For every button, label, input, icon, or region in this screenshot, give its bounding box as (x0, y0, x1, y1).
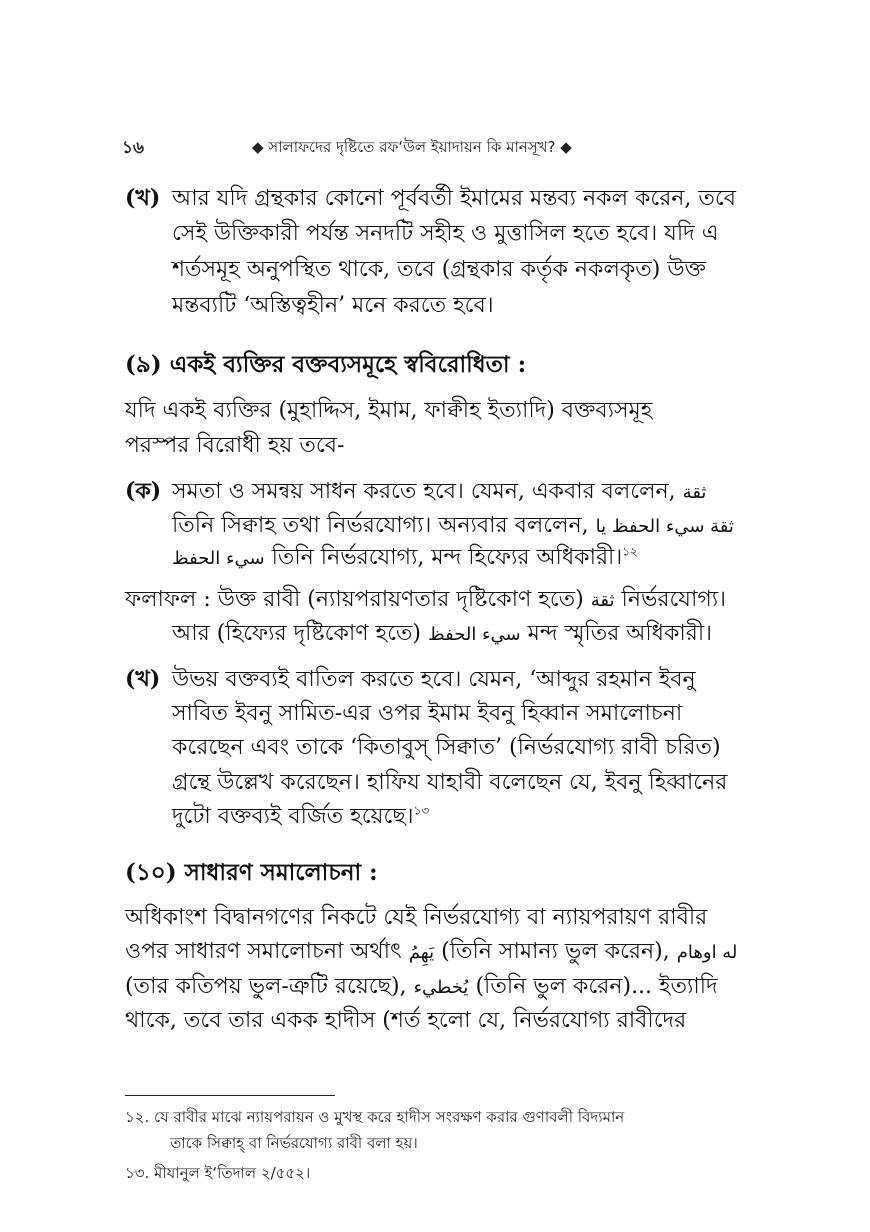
arabic-yahimu: يَهِمُ (408, 942, 435, 963)
ka-line-3 (172, 543, 745, 574)
ka-label: (ক) (125, 478, 162, 504)
kha1-line-1 (125, 183, 745, 214)
kha1-line-3: শর্তসমূহ অনুপস্থিত থাকে, তবে (গ্রন্থকার কর্তৃক নকলকৃত) উক্ত (172, 257, 706, 282)
kha1-line-2: সেই উক্তিকারী পর্যন্ত সনদটি সহীহ ও মুত্তাসিল হতে হবে। যদি এ (172, 221, 719, 246)
ka-text-2: তিনি সিক্বাহ তথা নির্ভরযোগ্য। অন্যবার বললেন, (172, 513, 589, 538)
para10-line-3 (125, 972, 745, 1003)
ka-text-1: সমতা ও সমন্বয় সাধন করতে হবে। যেমন, একবার বললেন, (172, 479, 676, 504)
kha1-text-1: আর যদি গ্রন্থকার কোনো পূর্ববর্তী ইমামের মন্তব্য নকল করেন, তবে (172, 186, 737, 211)
running-title: ◆ সালাফদের দৃষ্টিতে রফ‘উল ইয়াদায়ন কি মানসূখ? ◆ (252, 138, 572, 156)
arabic-sayyi-hifz: سيء الحفظ (172, 548, 265, 569)
kha2-line-2: সাবিত ইবনু সামিত-এর ওপর ইমাম ইবনু হিব্বান সমালোচনা (172, 701, 683, 726)
para10-text-2: ওপর সাধারণ সমালোচনা অর্থাৎ (125, 939, 402, 964)
footnote-12-line-1: ১২. যে রাবীর মাঝে ন্যায়পরায়ন ও মুখস্থ করে হাদীস সংরক্ষণ করার গুণাবলী বিদ্যমান (125, 1108, 625, 1126)
running-header (122, 131, 752, 161)
para10-text-2-mid: (তিনি সামান্য ভুল করেন), (441, 939, 670, 964)
section-heading-9: (৯) একই ব্যক্তির বক্তব্যসমূহে স্ববিরোধিতা : (125, 351, 527, 378)
arabic-thiqa: ثقة (682, 482, 707, 503)
ka-line-1 (125, 476, 745, 508)
para10-text-3: (তার কতিপয় ভুল-ত্রুটি রয়েছে), (125, 974, 407, 999)
result-text-2-end: মন্দ স্মৃতির অধিকারী। (527, 621, 713, 646)
para9-line-2: পরস্পর বিরোধী হয় তবে- (125, 433, 345, 458)
kha2-text-5: দুটো বক্তব্যই বর্জিত হয়েছে। (172, 804, 414, 829)
arabic-sayyi-hifz-2: سيء الحفظ (428, 624, 521, 645)
result-text-1: ফলাফল : উক্ত রাবী (ন্যায়পরায়ণতার দৃষ্টিকোণ হতে) (125, 587, 584, 612)
kha2-line-3: করেছেন এবং তাকে ‘কিতাবুস্ সিক্বাত’ (নির্ভরযোগ্য রাবী চরিত) (172, 735, 721, 760)
footnote-13: ১৩. মীযানুল ই‘তিদাল ২/৫৫২। (125, 1164, 311, 1182)
result-line-1 (125, 585, 745, 616)
kha2-line-5 (172, 802, 745, 832)
arabic-yukhti: يُخطيء (413, 977, 469, 998)
arabic-thiqa-2: ثقة (590, 590, 615, 611)
footnote-ref-12: ১২ (622, 544, 638, 559)
para10-line-4: থাকে, তবে তার একক হাদীস (শর্ত হলো যে, নির্ভরযোগ্য রাবীদের (125, 1008, 687, 1033)
result-text-1-end: নির্ভরযোগ্য। (621, 587, 727, 612)
kha2-label: (খ) (125, 666, 161, 692)
para9-line-1: যদি একই ব্যক্তির (মুহাদ্দিস, ইমাম, ফাক্বীহ ইত্যাদি) বক্তব্যসমূহ (125, 398, 653, 423)
para10-line-2 (125, 937, 745, 968)
arabic-thiqa-sayyi: ثقة سيء الحفظ يا (595, 516, 734, 537)
footnote-ref-13: ১৩ (413, 803, 430, 818)
para10-line-1: অধিকাংশ বিদ্বানগণের নিকটে যেই নির্ভরযোগ্য বা ন্যায়পরায়ণ রাবীর (125, 905, 708, 930)
footnote-12-line-2: তাকে সিক্বাহ্ বা নির্ভরযোগ্য রাবী বলা হয়। (170, 1134, 418, 1152)
section-heading-10: (১০) সাধারণ সমালোচনা : (125, 859, 378, 886)
para10-text-3-end: (তিনি ভুল করেন)... ইত্যাদি (475, 974, 718, 999)
kha1-line-4: মন্তব্যটি ‘অস্তিত্বহীন’ মনে করতে হবে। (172, 293, 494, 318)
result-text-2: আর (হিফ্যের দৃষ্টিকোণ হতে) (172, 621, 422, 646)
kha2-line-4: গ্রন্থে উল্লেখ করেছেন। হাফিয যাহাবী বলেছেন যে, ইবনু হিব্বানের (172, 770, 728, 795)
ka-text-3: তিনি নির্ভরযোগ্য, মন্দ হিফ্যের অধিকারী। (271, 545, 623, 570)
ka-line-2 (172, 511, 745, 542)
page-number: ১৬ (122, 138, 145, 158)
footnote-rule (125, 1095, 335, 1096)
arabic-lahu-awham: له اوهام (676, 942, 738, 963)
kha1-label: (খ) (125, 185, 161, 211)
result-line-2 (172, 619, 745, 650)
kha2-text-1: উভয় বক্তব্যই বাতিল করতে হবে। যেমন, ‘আব্দুর রহমান ইবনু (172, 667, 696, 692)
kha2-line-1 (125, 664, 745, 695)
